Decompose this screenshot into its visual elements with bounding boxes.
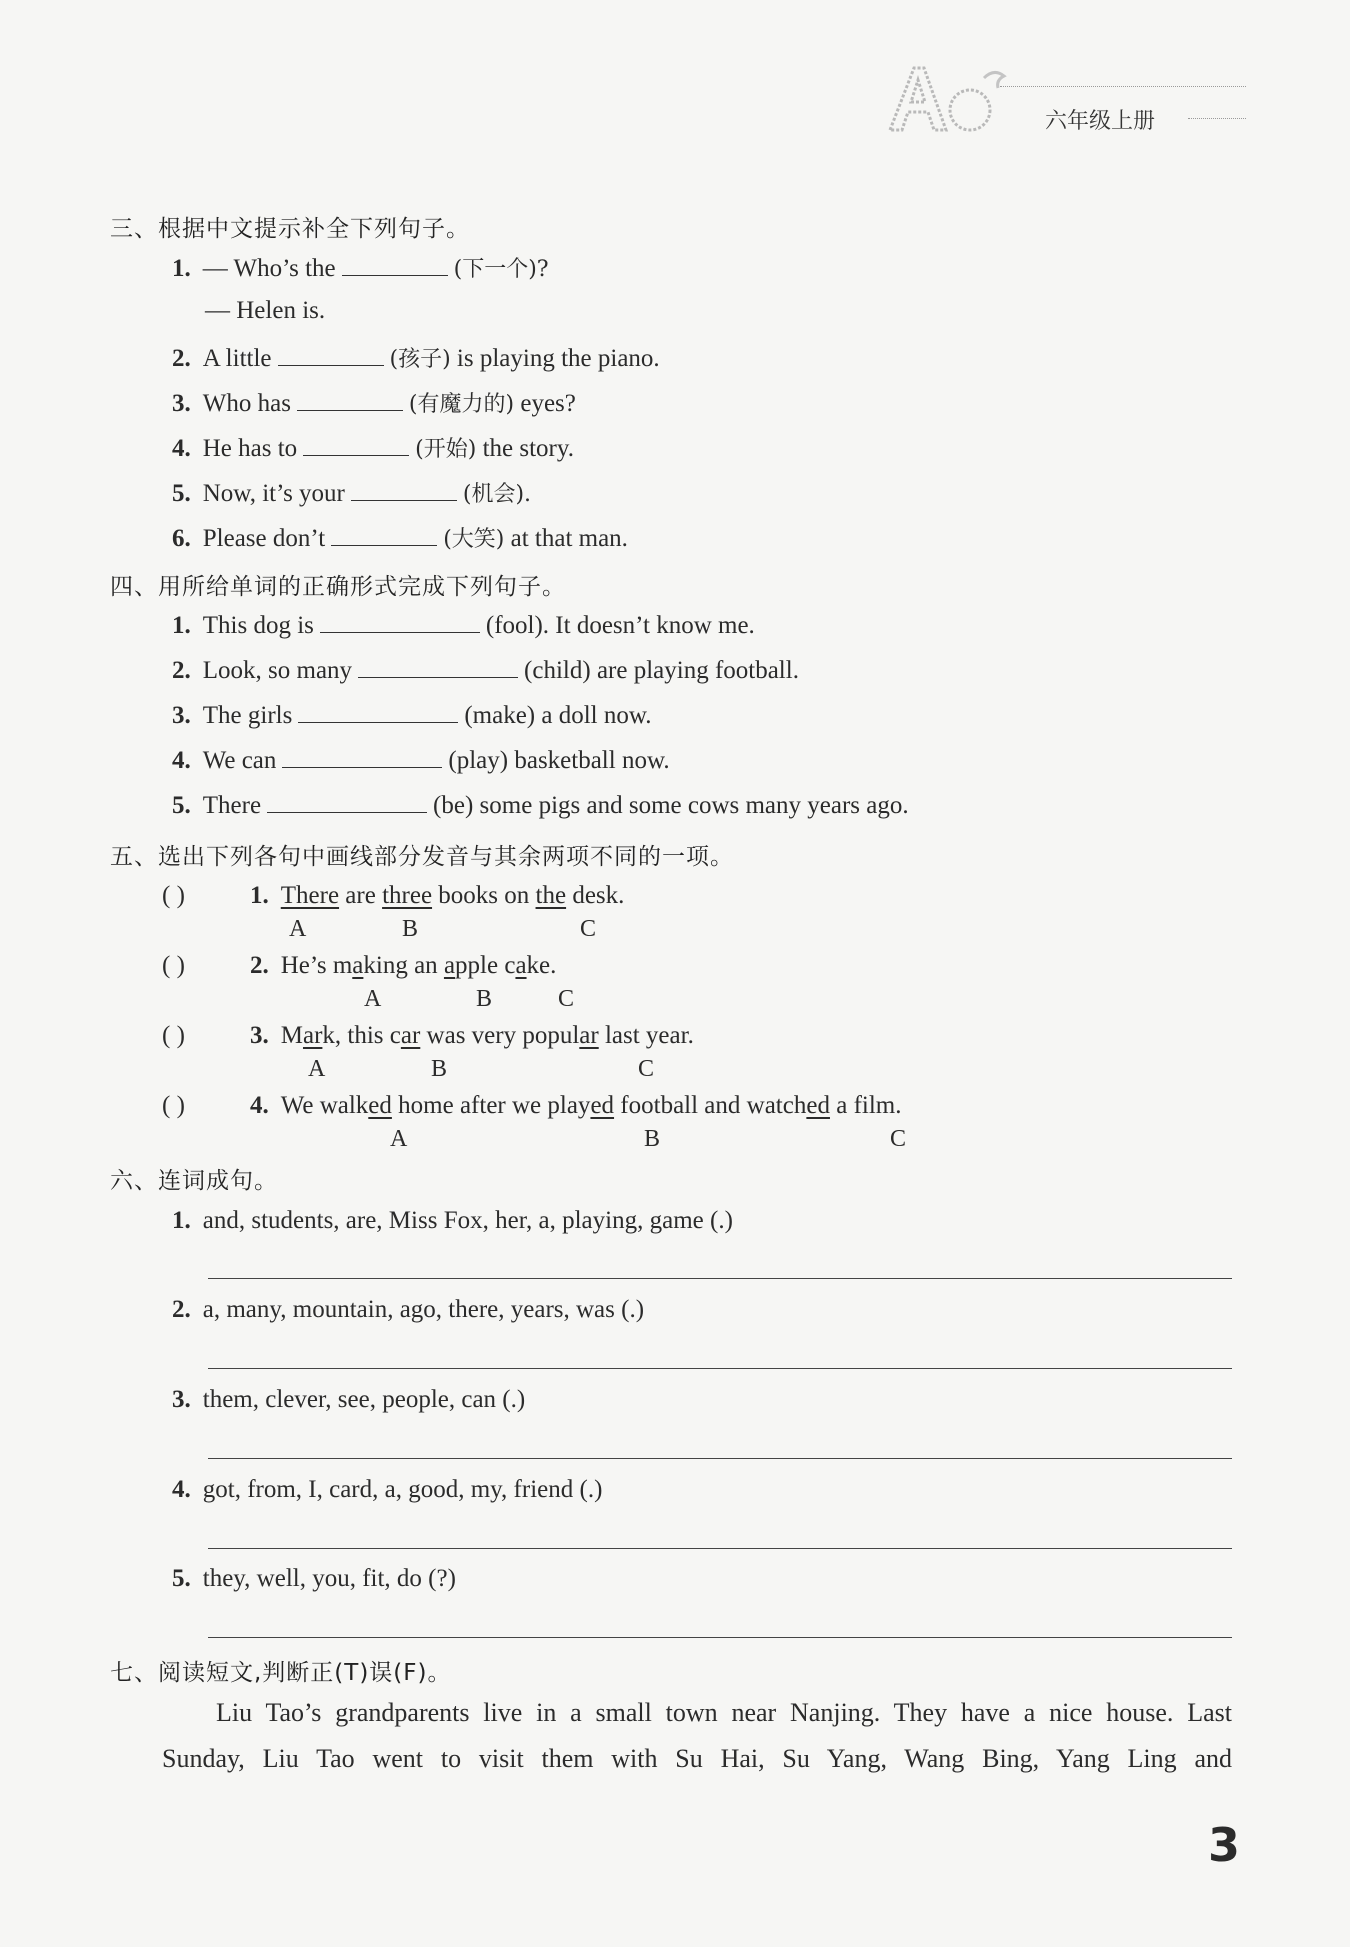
s4-item-4: 4. We can (play) basketball now. — [172, 747, 670, 774]
s5-paren-1[interactable]: ( ) — [162, 882, 185, 909]
header-logo — [880, 58, 1010, 138]
s6-item-4: 4. got, from, I, card, a, good, my, friend (.) — [172, 1476, 603, 1503]
answer-blank[interactable] — [342, 255, 448, 276]
answer-blank[interactable] — [298, 702, 458, 723]
option-letter: A — [308, 1056, 326, 1082]
answer-blank[interactable] — [351, 480, 457, 501]
header-dotted-right — [1188, 118, 1246, 119]
answer-blank[interactable] — [303, 435, 409, 456]
option-letter: C — [558, 986, 575, 1012]
s5-paren-4[interactable]: ( ) — [162, 1092, 185, 1119]
option-letter: C — [638, 1056, 655, 1082]
answer-blank[interactable] — [358, 657, 518, 678]
passage-line-2: Sunday, Liu Tao went to visit them with Su Hai, Su Yang, Wang Bing, Yang Ling and — [162, 1744, 1232, 1773]
answer-blank[interactable] — [267, 792, 427, 813]
s5-item-3: 3. Mark, this car was very popular last year. — [250, 1022, 694, 1049]
s6-item-1: 1. and, students, are, Miss Fox, her, a, playing, game (.) — [172, 1207, 733, 1234]
s3-item-1: 1. — Who’s the (下一个)? — [172, 255, 549, 282]
s4-item-2: 2. Look, so many (child) are playing football. — [172, 657, 799, 684]
item-number: 1. — [172, 255, 191, 282]
s6-item-5: 5. they, well, you, fit, do (?) — [172, 1565, 456, 1592]
answer-line[interactable] — [208, 1637, 1232, 1638]
s5-item-1: 1. There are three books on the desk. — [250, 882, 625, 909]
s3-item-6: 6. Please don’t (大笑) at that man. — [172, 525, 628, 552]
s3-item-3: 3. Who has (有魔力的) eyes? — [172, 390, 576, 417]
answer-blank[interactable] — [297, 390, 403, 411]
header-dotted-top — [1000, 86, 1246, 87]
option-letter: B — [644, 1126, 661, 1152]
answer-line[interactable] — [208, 1458, 1232, 1459]
answer-blank[interactable] — [320, 612, 480, 633]
grade-label: 六年级上册 — [1045, 109, 1156, 134]
option-letter: C — [890, 1126, 907, 1152]
option-letter: A — [289, 916, 307, 942]
s3-item-1-answer: — Helen is. — [205, 297, 326, 324]
option-letter: C — [580, 916, 597, 942]
s6-item-2: 2. a, many, mountain, ago, there, years, was (.) — [172, 1296, 645, 1323]
logo-icon — [880, 58, 1010, 138]
s4-item-3: 3. The girls (make) a doll now. — [172, 702, 652, 729]
answer-blank[interactable] — [278, 345, 384, 366]
page-number: 3 — [1208, 1818, 1241, 1872]
option-letter: B — [402, 916, 419, 942]
section5-title: 五、选出下列各句中画线部分发音与其余两项不同的一项。 — [110, 844, 734, 870]
answer-blank[interactable] — [282, 747, 442, 768]
section3-title: 三、根据中文提示补全下列句子。 — [110, 216, 470, 242]
section7-title: 七、阅读短文,判断正(T)误(F)。 — [110, 1660, 452, 1686]
answer-blank[interactable] — [331, 525, 437, 546]
s5-paren-3[interactable]: ( ) — [162, 1022, 185, 1049]
s4-item-1: 1. This dog is (fool). It doesn’t know me. — [172, 612, 755, 639]
answer-line[interactable] — [208, 1548, 1232, 1549]
option-letter: A — [390, 1126, 408, 1152]
s5-item-2: 2. He’s making an apple cake. — [250, 952, 557, 979]
section6-title: 六、连词成句。 — [110, 1168, 278, 1194]
section4-title: 四、用所给单词的正确形式完成下列句子。 — [110, 574, 566, 600]
s5-item-4: 4. We walked home after we played football and watched a film. — [250, 1092, 902, 1119]
option-letter: B — [476, 986, 493, 1012]
option-letter: B — [431, 1056, 448, 1082]
option-letter: A — [364, 986, 382, 1012]
s5-paren-2[interactable]: ( ) — [162, 952, 185, 979]
s3-item-2: 2. A little (孩子) is playing the piano. — [172, 345, 660, 372]
answer-line[interactable] — [208, 1278, 1232, 1279]
passage-line-1: Liu Tao’s grandparents live in a small town near Nanjing. They have a nice house. Last — [216, 1698, 1232, 1727]
s3-item-5: 5. Now, it’s your (机会). — [172, 480, 532, 507]
answer-line[interactable] — [208, 1368, 1232, 1369]
s4-item-5: 5. There (be) some pigs and some cows many years ago. — [172, 792, 909, 819]
s3-item-4: 4. He has to (开始) the story. — [172, 435, 575, 462]
s6-item-3: 3. them, clever, see, people, can (.) — [172, 1386, 526, 1413]
